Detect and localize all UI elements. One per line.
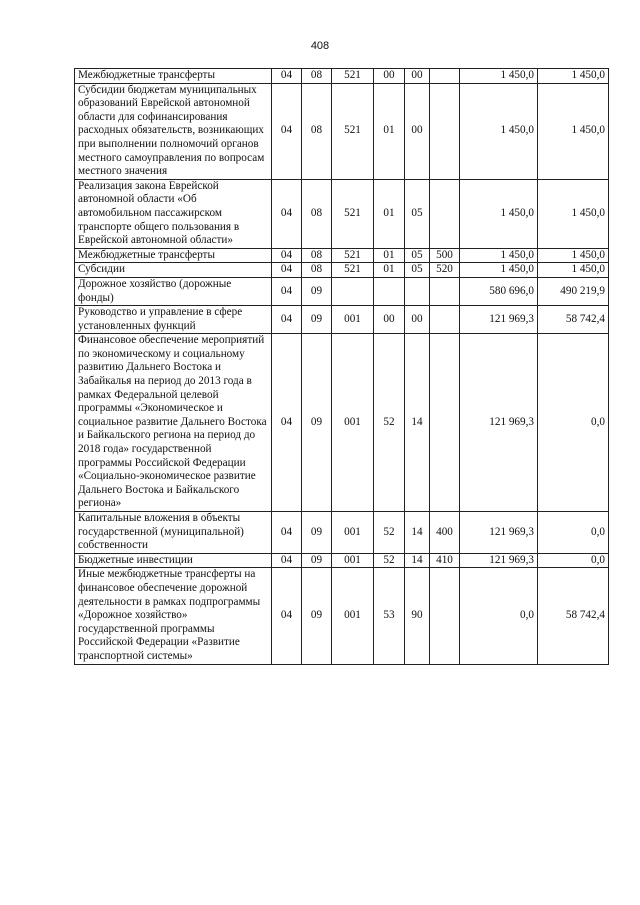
amount-year-1: 0,0 — [460, 568, 538, 664]
section-code: 04 — [272, 553, 302, 568]
target-article-code-2: 52 — [374, 553, 405, 568]
section-code: 04 — [272, 568, 302, 664]
target-article-code-3: 14 — [405, 512, 430, 554]
row-name: Реализация закона Еврейской автономной области «Об автомобильном пассажирском транспорте общего пользования в Еврейской автономной области» — [75, 179, 272, 248]
target-article-code-2: 53 — [374, 568, 405, 664]
section-code: 04 — [272, 512, 302, 554]
target-article-code-3: 00 — [405, 306, 430, 334]
target-article-code-2: 00 — [374, 69, 405, 84]
expense-type-code — [430, 83, 460, 179]
target-article-code-2: 01 — [374, 83, 405, 179]
amount-year-1: 1 450,0 — [460, 179, 538, 248]
section-code: 04 — [272, 277, 302, 305]
amount-year-2: 1 450,0 — [538, 83, 609, 179]
subsection-code: 09 — [302, 553, 332, 568]
amount-year-1: 121 969,3 — [460, 334, 538, 512]
table-row — [75, 306, 609, 334]
section-code: 04 — [272, 83, 302, 179]
subsection-code: 09 — [302, 306, 332, 334]
subsection-code: 08 — [302, 83, 332, 179]
amount-year-1: 121 969,3 — [460, 512, 538, 554]
amount-year-2: 0,0 — [538, 553, 609, 568]
target-article-code-1: 521 — [332, 263, 374, 278]
table-row — [75, 179, 609, 248]
amount-year-2: 58 742,4 — [538, 568, 609, 664]
section-code: 04 — [272, 248, 302, 263]
target-article-code-2: 52 — [374, 512, 405, 554]
row-name: Межбюджетные трансферты — [75, 248, 272, 263]
target-article-code-1: 001 — [332, 512, 374, 554]
table-row — [75, 248, 609, 263]
amount-year-1: 580 696,0 — [460, 277, 538, 305]
section-code: 04 — [272, 263, 302, 278]
target-article-code-2: 01 — [374, 179, 405, 248]
target-article-code-3: 05 — [405, 263, 430, 278]
subsection-code: 08 — [302, 69, 332, 84]
expense-type-code — [430, 179, 460, 248]
amount-year-2: 1 450,0 — [538, 69, 609, 84]
table-row — [75, 69, 609, 84]
amount-year-1: 121 969,3 — [460, 553, 538, 568]
target-article-code-3: 14 — [405, 553, 430, 568]
target-article-code-3: 00 — [405, 83, 430, 179]
subsection-code: 08 — [302, 263, 332, 278]
expense-type-code — [430, 277, 460, 305]
section-code: 04 — [272, 306, 302, 334]
expense-type-code — [430, 568, 460, 664]
target-article-code-2 — [374, 277, 405, 305]
target-article-code-3: 90 — [405, 568, 430, 664]
subsection-code: 08 — [302, 179, 332, 248]
amount-year-1: 1 450,0 — [460, 69, 538, 84]
target-article-code-2: 01 — [374, 263, 405, 278]
target-article-code-2: 01 — [374, 248, 405, 263]
table-row — [75, 334, 609, 512]
budget-table — [74, 68, 609, 665]
amount-year-2: 1 450,0 — [538, 248, 609, 263]
amount-year-2: 1 450,0 — [538, 179, 609, 248]
expense-type-code: 500 — [430, 248, 460, 263]
row-name: Субсидии — [75, 263, 272, 278]
section-code: 04 — [272, 69, 302, 84]
subsection-code: 09 — [302, 512, 332, 554]
target-article-code-1 — [332, 277, 374, 305]
target-article-code-1: 001 — [332, 553, 374, 568]
row-name: Дорожное хозяйство (дорожные фонды) — [75, 277, 272, 305]
subsection-code: 09 — [302, 568, 332, 664]
target-article-code-3 — [405, 277, 430, 305]
subsection-code: 09 — [302, 334, 332, 512]
expense-type-code — [430, 69, 460, 84]
row-name: Межбюджетные трансферты — [75, 69, 272, 84]
target-article-code-3: 05 — [405, 248, 430, 263]
row-name: Руководство и управление в сфере установленных функций — [75, 306, 272, 334]
target-article-code-1: 001 — [332, 334, 374, 512]
amount-year-2: 490 219,9 — [538, 277, 609, 305]
table-row — [75, 277, 609, 305]
table-row — [75, 512, 609, 554]
row-name: Капитальные вложения в объекты государственной (муниципальной) собственности — [75, 512, 272, 554]
amount-year-2: 58 742,4 — [538, 306, 609, 334]
target-article-code-1: 521 — [332, 179, 374, 248]
table-row — [75, 263, 609, 278]
amount-year-1: 121 969,3 — [460, 306, 538, 334]
expense-type-code — [430, 334, 460, 512]
expense-type-code: 520 — [430, 263, 460, 278]
target-article-code-1: 001 — [332, 306, 374, 334]
target-article-code-3: 14 — [405, 334, 430, 512]
row-name: Бюджетные инвестиции — [75, 553, 272, 568]
target-article-code-2: 52 — [374, 334, 405, 512]
target-article-code-1: 521 — [332, 83, 374, 179]
table-row — [75, 568, 609, 664]
row-name: Иные межбюджетные трансферты на финансовое обеспечение дорожной деятельности в рамках подпрограммы «Дорожное хозяйство» государственной программы Российской Федерации «Развитие транспортной системы» — [75, 568, 272, 664]
amount-year-1: 1 450,0 — [460, 263, 538, 278]
subsection-code: 09 — [302, 277, 332, 305]
amount-year-1: 1 450,0 — [460, 248, 538, 263]
target-article-code-2: 00 — [374, 306, 405, 334]
table-row — [75, 553, 609, 568]
section-code: 04 — [272, 179, 302, 248]
target-article-code-1: 001 — [332, 568, 374, 664]
subsection-code: 08 — [302, 248, 332, 263]
target-article-code-1: 521 — [332, 248, 374, 263]
amount-year-2: 1 450,0 — [538, 263, 609, 278]
expense-type-code: 410 — [430, 553, 460, 568]
row-name: Субсидии бюджетам муниципальных образований Еврейской автономной области для софинансирования расходных обязательств, возникающих при выполнении полномочий органов местного самоуправления по вопросам местного значения — [75, 83, 272, 179]
target-article-code-1: 521 — [332, 69, 374, 84]
expense-type-code: 400 — [430, 512, 460, 554]
expense-type-code — [430, 306, 460, 334]
amount-year-2: 0,0 — [538, 512, 609, 554]
table-row — [75, 83, 609, 179]
section-code: 04 — [272, 334, 302, 512]
target-article-code-3: 05 — [405, 179, 430, 248]
amount-year-1: 1 450,0 — [460, 83, 538, 179]
amount-year-2: 0,0 — [538, 334, 609, 512]
page-number: 408 — [310, 40, 330, 52]
target-article-code-3: 00 — [405, 69, 430, 84]
row-name: Финансовое обеспечение мероприятий по экономическому и социальному развитию Дальнего Востока и Забайкалья на период до 2013 года в рамках Федеральной целевой программы «Экономическое и социальное развитие Дальнего Востока и Байкальского региона на период до 2018 года» государственной программы Российской Федерации «Социально-экономическое развитие Дальнего Востока и Байкальского региона» — [75, 334, 272, 512]
